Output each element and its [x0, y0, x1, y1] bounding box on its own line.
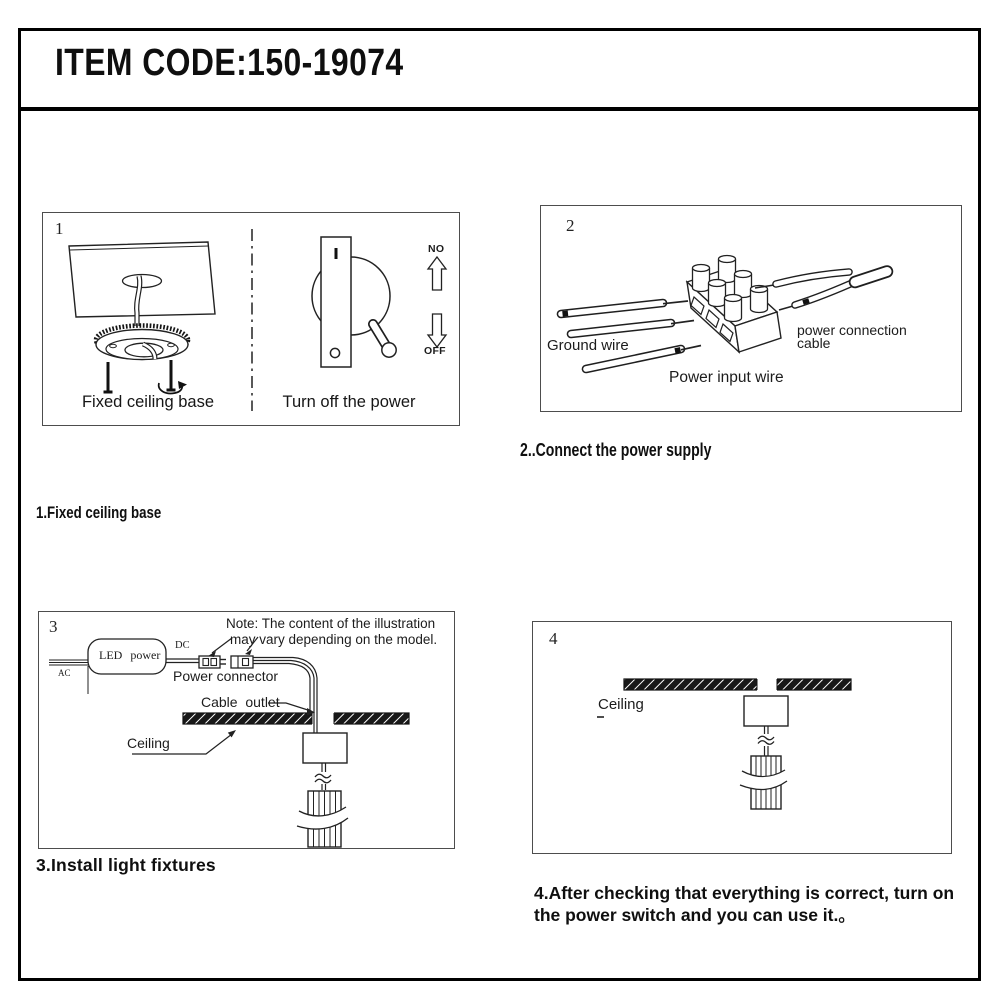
power-connection-cable-label-line1: power connection: [797, 322, 907, 338]
output-cables-drawing: [755, 272, 887, 311]
ceiling-label: Ceiling: [598, 696, 644, 713]
mounting-screws: [104, 360, 176, 392]
ceiling-label: Ceiling: [127, 735, 170, 751]
panel2-number: 2: [566, 216, 575, 235]
step4-caption-line2: the power switch and you can use it.。: [534, 904, 856, 925]
fixed-base-caption: Fixed ceiling base: [81, 393, 215, 411]
switch-off-label: OFF: [424, 345, 446, 357]
panel-step4: [532, 621, 952, 854]
input-wires-drawing: [561, 301, 701, 369]
power-connector-drawing: [199, 656, 253, 668]
step4-illustration: [533, 622, 953, 855]
rotate-arrow-icon: [159, 381, 187, 393]
ac-label: AC: [58, 668, 71, 678]
step1-caption: 1.Fixed ceiling base: [36, 503, 162, 522]
power-connection-cable-label-line2: cable: [797, 335, 831, 351]
note-line2: may vary depending on the model.: [230, 632, 438, 647]
step4-caption: [534, 883, 994, 926]
turn-off-power-caption: Turn off the power: [282, 393, 416, 411]
step2-caption: 2..Connect the power supply: [520, 439, 712, 460]
ceiling-slab-drawing: [183, 712, 409, 726]
panel3-number: 3: [49, 617, 58, 636]
up-arrow-icon: [428, 257, 446, 290]
dc-label: DC: [175, 640, 190, 651]
panel4-number: 4: [549, 629, 558, 648]
panel-step3: [38, 611, 455, 849]
canopy-and-lamp-drawing: [740, 696, 788, 809]
panel-step2: [540, 205, 962, 412]
panel-step1: [42, 212, 460, 426]
cable-outlet-label: Cable outlet: [201, 694, 280, 710]
item-code-title: ITEM CODE:150-19074: [55, 42, 404, 84]
step4-caption-line1: 4.After checking that everything is correct, turn on: [534, 883, 955, 903]
step3-caption: 3.Install light fixtures: [36, 855, 216, 875]
terminal-block-drawing: [687, 256, 781, 353]
power-switch-drawing: [312, 237, 396, 367]
ceiling-base-drawing: [96, 326, 188, 394]
ceiling-plate-drawing: [69, 242, 215, 326]
ground-wire-label: Ground wire: [547, 337, 629, 354]
note-line1: Note: The content of the illustration: [226, 616, 436, 631]
power-input-wire-label: Power input wire: [669, 369, 784, 386]
led-power-label: LED power: [99, 648, 161, 662]
header-divider: [18, 107, 981, 111]
panel1-number: 1: [55, 219, 64, 238]
down-arrow-icon: [428, 314, 446, 347]
switch-on-label: NO: [428, 243, 445, 255]
canopy-and-lamp-drawing: [297, 733, 348, 847]
power-connector-label: Power connector: [173, 668, 279, 684]
ceiling-slab-drawing: [624, 678, 851, 692]
